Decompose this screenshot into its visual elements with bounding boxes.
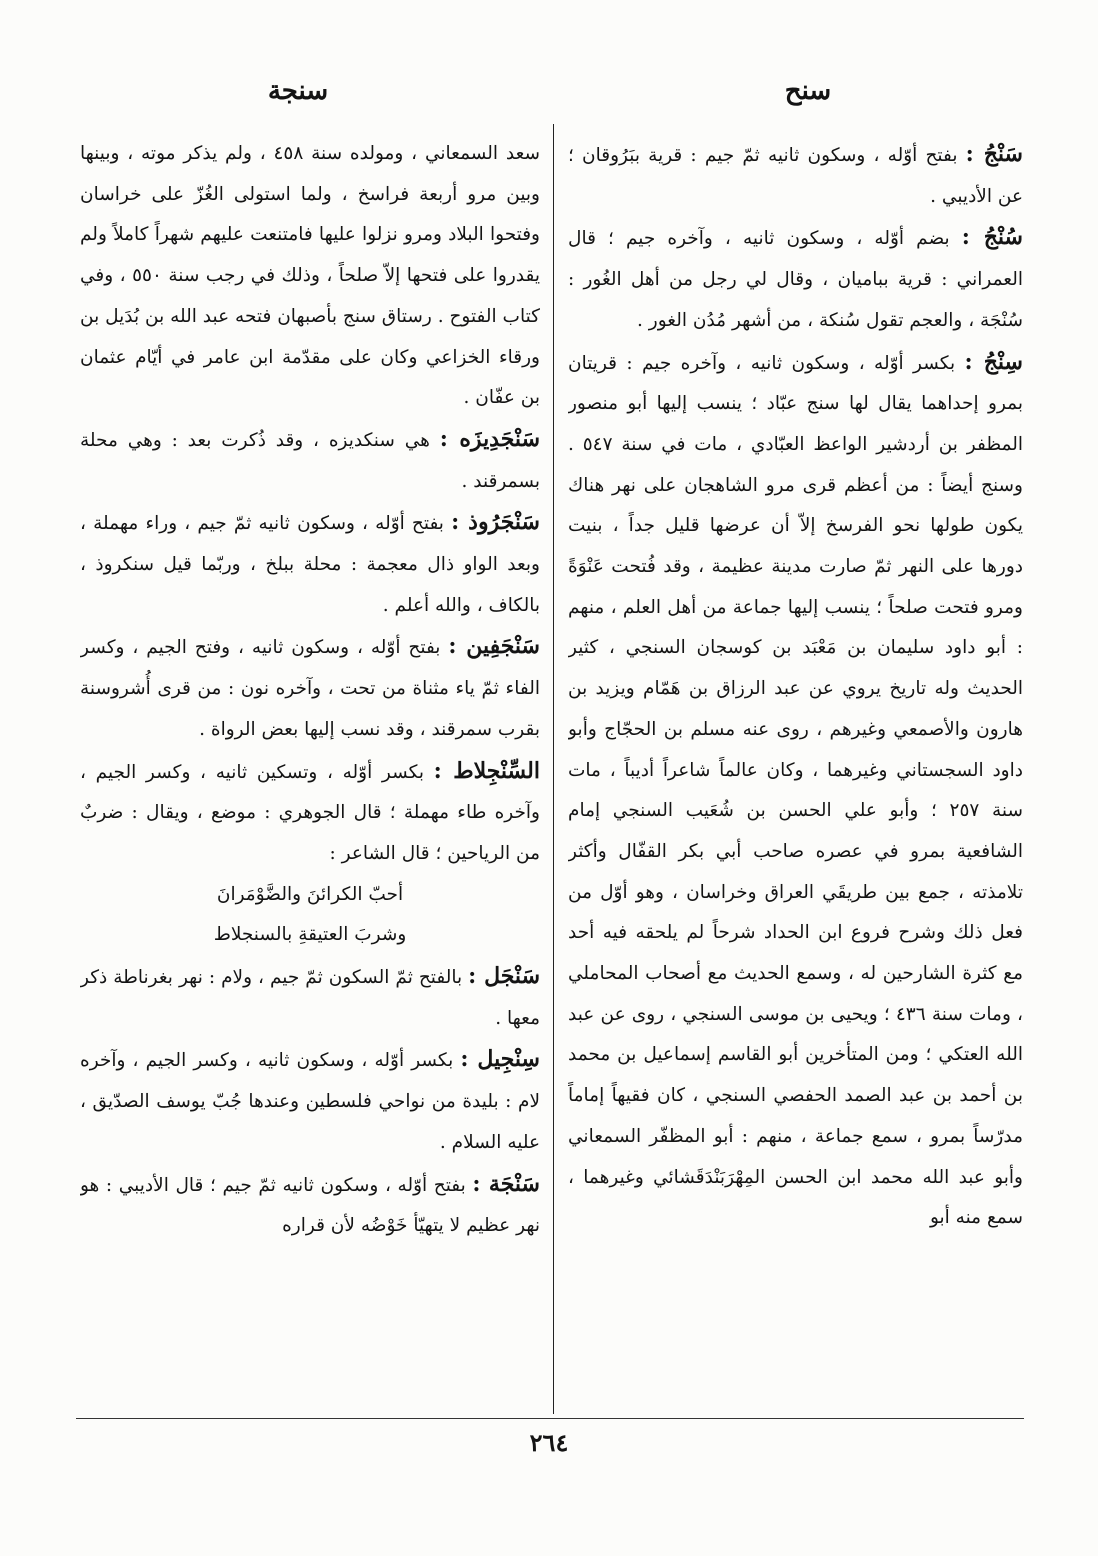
dictionary-entry bbox=[80, 626, 540, 750]
dictionary-entry bbox=[80, 1039, 540, 1163]
dictionary-entry bbox=[80, 1164, 540, 1247]
page-number: ٢٦٤ bbox=[529, 1428, 569, 1457]
dictionary-entry bbox=[80, 419, 540, 502]
entry-text: بفتح أوّله ، وسكون ثانيه ثمّ جيم ، وراء مهملة ، وبعد الواو ذال معجمة : محلة ببلخ ، وربّما قيل سنكروذ ، بالكاف ، والله أعلم . bbox=[80, 513, 540, 616]
entry-text: بفتح أوّله ، وسكون ثانيه ثمّ جيم : قرية ببَرُوقان ؛ عن الأديبي . bbox=[568, 145, 1023, 207]
right-column bbox=[568, 134, 1023, 1396]
entry-text: بكسر أوّله ، وسكون ثانيه ، وكسر الجيم ، وآخره لام : بليدة من نواحي فلسطين وعندها جُبّ يوسف الصدّيق ، عليه السلام . bbox=[80, 1050, 540, 1153]
dictionary-entry bbox=[568, 217, 1023, 341]
entry-text: بكسر أوّله ، وتسكين ثانيه ، وكسر الجيم ، وآخره طاء مهملة ؛ قال الجوهري : موضع ، ويقال : ضربٌ من الرياحين ؛ قال الشاعر : bbox=[80, 761, 540, 864]
entry-headword: سَنْجَفِين : bbox=[448, 633, 540, 660]
entry-headword: السِّنْجِلاط : bbox=[433, 757, 540, 784]
poem-verse-line: وشربَ العتيقةِ بالسنجلاط bbox=[213, 924, 407, 946]
poem-verse-line: أحبّ الكرائنَ والضَّوْمَرانَ bbox=[216, 883, 404, 905]
entry-headword: سِنْجِيل : bbox=[460, 1046, 540, 1073]
footer-rule bbox=[76, 1418, 1024, 1419]
header-left-word: سنجة bbox=[267, 76, 329, 106]
entry-headword: سَنْجَدِيزَه : bbox=[439, 425, 540, 452]
entry-text: بفتح أوّله ، وسكون ثانيه ثمّ جيم ؛ قال الأديبي : هو نهر عظيم لا يتهيّأ خَوْضُه لأن قراره bbox=[80, 1174, 540, 1237]
entry-headword: سَنْجَل : bbox=[468, 963, 540, 990]
entry-headword: سِنْجُ : bbox=[964, 348, 1023, 375]
column-divider bbox=[553, 124, 554, 1414]
dictionary-entry bbox=[568, 134, 1023, 217]
left-column bbox=[80, 134, 540, 1396]
entry-headword: سَنْجُ : bbox=[965, 141, 1023, 167]
entry-text: هي سنكديزه ، وقد ذُكرت بعد : وهي محلة بسمرقند . bbox=[80, 429, 540, 492]
entry-text: بفتح أوّله ، وسكون ثانيه ، وفتح الجيم ، وكسر الفاء ثمّ ياء مثناة من تحت ، وآخره نون : من قرى أُشروسنة بقرب سمرقند ، وقد نسب إليها بعض الرواة . bbox=[80, 637, 540, 740]
dictionary-entry bbox=[80, 751, 540, 875]
entry-headword: سُنْجُ : bbox=[961, 224, 1023, 251]
header-right-word: سنح bbox=[784, 76, 832, 106]
entry-text: بضم أوّله ، وسكون ثانيه ، وآخره جيم ؛ قال العمراني : قرية بباميان ، وقال لي رجل من أهل الغُور : سُنْجَة ، والعجم تقول سُنكة ، من أشهر مُدُن الغور . bbox=[568, 228, 1023, 331]
entry-text: بكسر أوّله ، وسكون ثانيه ، وآخره جيم : قريتان بمرو إحداهما يقال لها سنج عبّاد ؛ ينسب إليها أبو منصور المظفر بن أردشير الواعظ العبّادي ، مات في سنة ٥٤٧ . وسنج أيضاً : من أعظم قرى مرو الشاهجان على نهر هناك يكون طولها نحو الفرسخ إلاّ أن عرضها قليل جداً ، بنيت دورها على النهر ثمّ صارت مدينة عظيمة ، وقد فُتحت عَنْوَةً ومرو فتحت صلحاً ؛ ينسب إليها جماعة من أهل العلم ، منهم : أبو داود سليمان بن مَعْبَد بن كوسجان السنجي ، كثير الحديث وله تاريخ يروي عن عبد الرزاق بن هَمّام ويزيد بن هارون والأصمعي وغيرهم ، روى عنه مسلم بن الحجّاج وأبو داود السجستاني وغيرهما ، وكان عالماً شاعراً أديباً ، مات سنة ٢٥٧ ؛ وأبو علي الحسن بن شُعَيب السنجي إمام الشافعية بمرو في عصره صاحب أبي بكر القفّال وأكثر تلامذته ، جمع بين طريقَي العراق وخراسان ، وهو أوّل من فعل ذلك وشرح فروع ابن الحداد شرحاً لم يلحقه فيه أحد مع كثرة الشارحين له ، وسمع الحديث مع أصحاب المحاملي ، ومات سنة ٤٣٦ ؛ ويحيى بن موسى السنجي ، روى عن عبد الله العتكي ؛ ومن المتأخرين أبو القاسم إسماعيل بن محمد بن أحمد بن عبد الصمد الحفصي السنجي ، كان فقيهاً إماماً مدرّساً بمرو ، سمع جماعة ، منهم : أبو المظفّر السمعاني وأبو عبد الله محمد ابن الحسن المِهْرَبَنْدَقَشائي وغيرهما ، سمع منه أبو bbox=[568, 352, 1023, 1229]
running-header bbox=[0, 62, 1098, 110]
dictionary-entry bbox=[80, 502, 540, 626]
entry-headword: سَنْجَة : bbox=[472, 1170, 540, 1197]
dictionary-entry bbox=[568, 342, 1023, 1239]
entry-headword: سَنْجَرُوذ : bbox=[451, 509, 540, 536]
continued-entry-text: سعد السمعاني ، ومولده سنة ٤٥٨ ، ولم يذكر موته ، وبينها وبين مرو أربعة فراسخ ، ولما استولى الغُزّ على خراسان وفتحوا البلاد ومرو نزلوا عليها فامتنعت عليهم شهراً كاملاً ولم يقدروا على فتحها إلاّ صلحاً ، وذلك في رجب سنة ٥٥٠ ، وفي كتاب الفتوح . رستاق سنج بأصبهان فتحه عبد الله بن بُدَيل بن ورقاء الخزاعي وكان على مقدّمة ابن عامر في أيّام عثمان بن عفّان . bbox=[80, 143, 540, 409]
entry-text: بالفتح ثمّ السكون ثمّ جيم ، ولام : نهر بغرناطة ذكر معها . bbox=[80, 967, 540, 1029]
dictionary-entry bbox=[80, 956, 540, 1039]
